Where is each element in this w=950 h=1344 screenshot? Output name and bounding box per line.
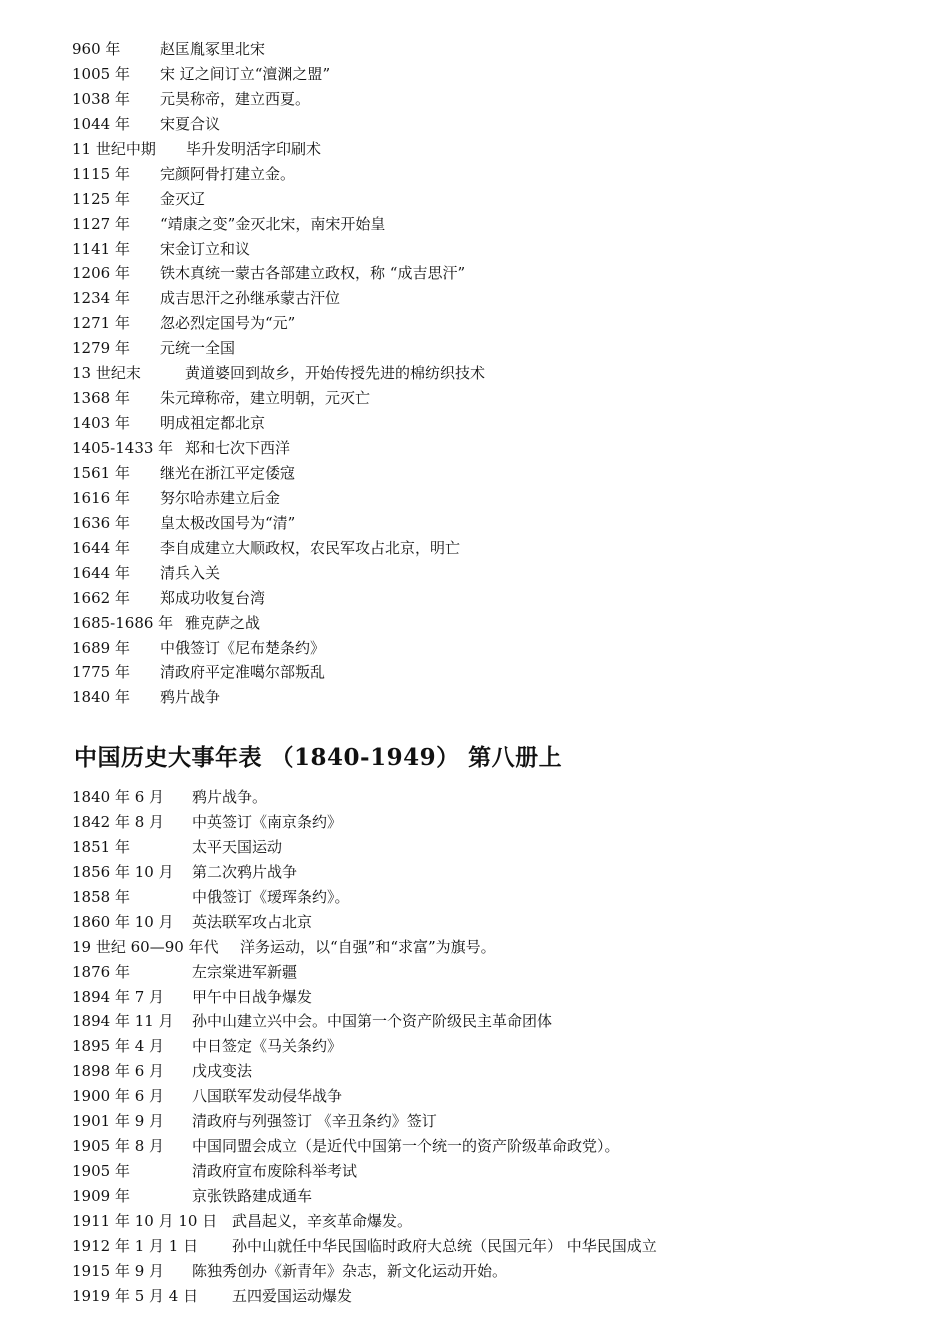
event-text: 清兵入关 bbox=[160, 563, 221, 582]
event-date: 1689 年 bbox=[72, 638, 130, 657]
event-date: 1775 年 bbox=[72, 663, 130, 682]
list-item bbox=[72, 1034, 932, 1059]
list-item bbox=[72, 1159, 932, 1184]
list-item bbox=[72, 1109, 932, 1134]
event-text: 郑和七次下西洋 bbox=[185, 439, 291, 457]
event-text: 清政府宣布废除科举考试 bbox=[192, 1162, 358, 1181]
list-item bbox=[72, 212, 932, 237]
list-item bbox=[72, 960, 932, 985]
event-text: 洋务运动，以“自强”和“求富”为旗号。 bbox=[240, 937, 496, 956]
event-text: 忽必烈定国号为“元” bbox=[160, 314, 296, 333]
list-item bbox=[72, 511, 932, 536]
list-item bbox=[72, 910, 932, 935]
list-item bbox=[72, 162, 932, 187]
event-text: 鸦片战争 bbox=[160, 688, 221, 707]
event-text: 元统一全国 bbox=[160, 339, 236, 358]
event-text: 中俄签订《尼布楚条约》 bbox=[160, 638, 326, 657]
event-date: 1405-1433 年 bbox=[72, 439, 174, 457]
event-text: 陈独秀创办《新青年》杂志，新文化运动开始。 bbox=[192, 1261, 508, 1280]
event-text: 元昊称帝，建立西夏。 bbox=[160, 89, 311, 108]
event-date: 1901 年 9 月 bbox=[72, 1112, 165, 1131]
list-item bbox=[72, 810, 932, 835]
event-text: 戊戌变法 bbox=[192, 1062, 253, 1081]
list-item bbox=[72, 1059, 932, 1084]
list-item bbox=[72, 1184, 932, 1209]
event-text: 明成祖定都北京 bbox=[160, 414, 266, 433]
event-text: 金灭辽 bbox=[160, 189, 206, 208]
event-date: 11 世纪中期 bbox=[72, 139, 156, 158]
event-text: 清政府与列强签订 《辛丑条约》签订 bbox=[192, 1112, 437, 1131]
event-date: 1141 年 bbox=[72, 239, 130, 258]
event-date: 1206 年 bbox=[72, 264, 130, 283]
list-item bbox=[72, 37, 932, 62]
event-date: 1038 年 bbox=[72, 89, 130, 108]
list-item bbox=[72, 311, 932, 336]
event-date: 1876 年 bbox=[72, 962, 130, 981]
event-date: 1644 年 bbox=[72, 538, 130, 557]
event-text: 太平天国运动 bbox=[192, 837, 283, 856]
event-date: 1368 年 bbox=[72, 389, 130, 408]
event-text: 黄道婆回到故乡，开始传授先进的棉纺织技术 bbox=[185, 364, 486, 383]
event-date: 1644 年 bbox=[72, 563, 130, 582]
event-text: 甲午中日战争爆发 bbox=[192, 987, 313, 1006]
list-item bbox=[72, 436, 932, 461]
event-text: 成吉思汗之孙继承蒙古汗位 bbox=[160, 289, 341, 308]
event-date: 1915 年 9 月 bbox=[72, 1261, 165, 1280]
list-item bbox=[72, 685, 932, 710]
event-date: 1900 年 6 月 bbox=[72, 1087, 165, 1106]
list-item bbox=[72, 561, 932, 586]
list-item bbox=[72, 1084, 932, 1109]
event-text: 左宗棠进军新疆 bbox=[192, 962, 298, 981]
event-text: 中英签订《南京条约》 bbox=[192, 812, 343, 831]
event-text: 雅克萨之战 bbox=[185, 613, 261, 632]
event-date: 1840 年 bbox=[72, 688, 130, 707]
event-date: 960 年 bbox=[72, 40, 121, 58]
event-text: 朱元璋称帝，建立明朝，元灭亡 bbox=[160, 389, 371, 408]
event-date: 1279 年 bbox=[72, 339, 130, 358]
list-item bbox=[72, 87, 932, 112]
list-item bbox=[72, 336, 932, 361]
event-text: 宋金订立和议 bbox=[160, 239, 251, 258]
event-text: 继光在浙江平定倭寇 bbox=[160, 463, 296, 482]
event-date: 1115 年 bbox=[72, 164, 130, 183]
list-item bbox=[72, 187, 932, 212]
event-text: 中日签定《马关条约》 bbox=[192, 1037, 343, 1056]
event-text: 中国同盟会成立（是近代中国第一个统一的资产阶级革命政党）。 bbox=[192, 1137, 620, 1156]
list-item bbox=[72, 286, 932, 311]
list-item bbox=[72, 611, 932, 636]
event-date: 1860 年 10 月 bbox=[72, 912, 174, 931]
list-item bbox=[72, 586, 932, 611]
list-item bbox=[72, 112, 932, 137]
event-date: 1127 年 bbox=[72, 214, 130, 233]
event-date: 1403 年 bbox=[72, 414, 130, 433]
event-date: 1895 年 4 月 bbox=[72, 1037, 165, 1056]
list-item bbox=[72, 885, 932, 910]
event-date: 1840 年 6 月 bbox=[72, 788, 165, 806]
event-text: 李自成建立大顺政权，农民军攻占北京，明亡 bbox=[160, 538, 461, 557]
event-date: 1856 年 10 月 bbox=[72, 862, 174, 881]
event-text: 武昌起义，辛亥革命爆发。 bbox=[232, 1211, 413, 1230]
list-item bbox=[72, 1134, 932, 1159]
list-item bbox=[72, 835, 932, 860]
event-text: 中俄签订《瑷珲条约》。 bbox=[192, 887, 350, 906]
list-item bbox=[72, 237, 932, 262]
event-text: 宋 辽之间订立“澶渊之盟” bbox=[160, 64, 331, 83]
list-item bbox=[72, 785, 932, 810]
list-item bbox=[72, 461, 932, 486]
event-date: 1616 年 bbox=[72, 488, 130, 507]
section-title: 中国历史大事年表 （1840-1949） 第八册上 bbox=[74, 744, 563, 771]
list-item bbox=[72, 261, 932, 286]
event-date: 13 世纪末 bbox=[72, 364, 141, 383]
list-item bbox=[72, 1209, 932, 1234]
event-date: 1662 年 bbox=[72, 588, 130, 607]
event-date: 19 世纪 60—90 年代 bbox=[72, 937, 219, 956]
list-item bbox=[72, 536, 932, 561]
event-date: 1636 年 bbox=[72, 513, 130, 532]
event-date: 1561 年 bbox=[72, 463, 130, 482]
list-item bbox=[72, 660, 932, 685]
list-item bbox=[72, 1234, 932, 1259]
event-date: 1685-1686 年 bbox=[72, 613, 174, 632]
list-item bbox=[72, 636, 932, 661]
event-text: 五四爱国运动爆发 bbox=[232, 1286, 353, 1305]
event-text: 英法联军攻占北京 bbox=[192, 912, 313, 931]
list-item bbox=[72, 411, 932, 436]
event-text: 完颜阿骨打建立金。 bbox=[160, 164, 296, 183]
event-date: 1909 年 bbox=[72, 1187, 130, 1205]
event-date: 1898 年 6 月 bbox=[72, 1062, 165, 1081]
event-date: 1234 年 bbox=[72, 289, 130, 308]
event-date: 1851 年 bbox=[72, 837, 130, 856]
event-date: 1044 年 bbox=[72, 114, 130, 133]
list-item bbox=[72, 1259, 932, 1284]
event-date: 1894 年 7 月 bbox=[72, 987, 165, 1006]
event-text: 努尔哈赤建立后金 bbox=[160, 488, 281, 507]
list-item bbox=[72, 386, 932, 411]
event-text: 京张铁路建成通车 bbox=[192, 1187, 313, 1205]
event-date: 1858 年 bbox=[72, 887, 130, 906]
event-text: 赵匡胤冢里北宋 bbox=[160, 40, 266, 58]
list-item bbox=[72, 935, 932, 960]
event-date: 1911 年 10 月 10 日 bbox=[72, 1211, 218, 1230]
event-text: 第二次鸦片战争 bbox=[192, 862, 298, 881]
event-date: 1912 年 1 月 1 日 bbox=[72, 1236, 199, 1255]
event-date: 1894 年 11 月 bbox=[72, 1012, 174, 1031]
event-text: 铁木真统一蒙古各部建立政权，称 “成吉思汗” bbox=[160, 264, 466, 283]
event-list-modern bbox=[72, 785, 932, 1309]
list-item bbox=[72, 1284, 932, 1309]
event-text: 清政府平定准噶尔部叛乱 bbox=[160, 663, 326, 682]
list-item bbox=[72, 62, 932, 87]
list-item bbox=[72, 985, 932, 1010]
event-text: “靖康之变”金灭北宋，南宋开始皇 bbox=[160, 214, 386, 233]
list-item bbox=[72, 486, 932, 511]
list-item bbox=[72, 1009, 932, 1034]
event-text: 孙中山建立兴中会。中国第一个资产阶级民主革命团体 bbox=[192, 1012, 553, 1031]
event-text: 郑成功收复台湾 bbox=[160, 588, 266, 607]
event-text: 毕升发明活字印刷术 bbox=[186, 139, 322, 158]
event-text: 八国联军发动侵华战争 bbox=[192, 1087, 343, 1106]
event-date: 1842 年 8 月 bbox=[72, 812, 165, 831]
event-date: 1005 年 bbox=[72, 64, 130, 83]
event-text: 孙中山就任中华民国临时政府大总统（民国元年） 中华民国成立 bbox=[232, 1236, 657, 1255]
event-date: 1125 年 bbox=[72, 189, 130, 208]
list-item bbox=[72, 137, 932, 162]
event-list-ancient bbox=[72, 37, 932, 710]
list-item bbox=[72, 361, 932, 386]
event-date: 1905 年 8 月 bbox=[72, 1137, 165, 1156]
event-text: 皇太极改国号为“清” bbox=[160, 513, 296, 532]
event-date: 1905 年 bbox=[72, 1162, 130, 1181]
list-item bbox=[72, 860, 932, 885]
event-text: 鸦片战争。 bbox=[192, 788, 268, 806]
event-date: 1271 年 bbox=[72, 314, 130, 333]
event-date: 1919 年 5 月 4 日 bbox=[72, 1286, 199, 1305]
event-text: 宋夏合议 bbox=[160, 114, 221, 133]
